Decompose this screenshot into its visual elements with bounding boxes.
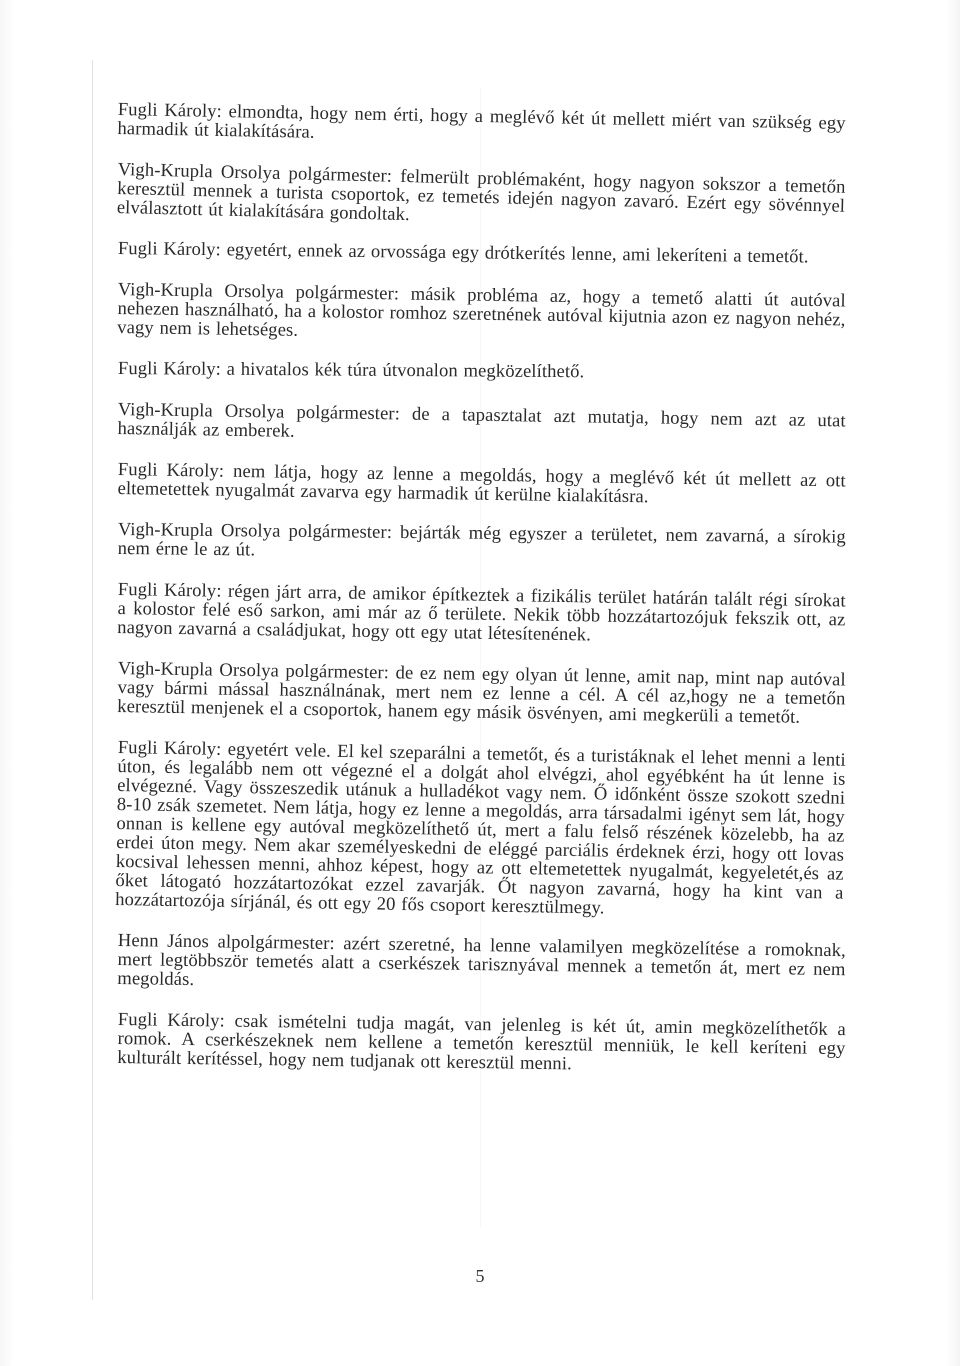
paragraph: Fugli Károly: egyetért vele. El kel szeparálni a temetőt, és a turistáknak el lehet menni a lenti úton, és legalább nem ott végezné el a dolgát ahol elvégzi, ahol egyébként ha út lenne is elvégezné. Vagy összeszedik utánuk a hulladékot vagy nem. Ő időnként össze szokott szedni 8-10 zsák szemetet. Nem látja, hogy ez lenne a megoldás, arra társadalmi igényt sem lát, hogy onnan is kellene egy autóval megközelíthető út, mert a falu felső részének közelebb, ha az erdei úton megy. Nem akar személyeskedni de eléggé parciális érdeknek érzi, hogy ott lovas kocsival lehessen menni, ahhoz képest, hogy az ott eltemetettek nyugalmát, kegyeletét,és az őket látogató hozzátartozókat ezzel zavarják. Őt nagyon zavarná, hogy ha kint van a hozzátartozója sírjánál, és ott egy 20 fős csoport keresztülmegy. <box>114 737 846 919</box>
paragraph: Fugli Károly: elmondta, hogy nem érti, hogy a meglévő két út mellett miért van szükség egy harmadik út kialakítására. <box>117 99 846 143</box>
paragraph: Henn János alpolgármester: azért szeretné, ha lenne valamilyen megközelítése a romoknak, mert legtöbbször temetés alatt a cserkészek tarisznyával mennek a temetőn át, mert ez nem megoldás. <box>117 930 846 991</box>
paragraph: Vigh-Krupla Orsolya polgármester: bejárták még egyszer a területet, nem zavarná, a sírokig nem érne le az út. <box>117 519 846 561</box>
paragraph: Vigh-Krupla Orsolya polgármester: de ez nem egy olyan út lenne, amit nap, mint nap autóval vagy bármi mással használnának, mert nem ez lenne a cél. A cél az,hogy ne a temetőn keresztül menjenek el a csoportok, hanem egy másik ösvényen, ami megkerüli a temetőt. <box>117 658 846 728</box>
paragraph: Vigh-Krupla Orsolya polgármester: másik probléma az, hogy a temető alatti út autóval nehezen használható, ha a kolostor romhoz szeretnének autóval kijutnia azon ez nagyon nehéz, vagy nem is lehetséges. <box>117 279 846 341</box>
paragraph: Fugli Károly: a hivatalos kék túra útvonalon megközelíthető. <box>117 358 585 383</box>
page-number: 5 <box>475 1266 485 1286</box>
paragraph: Fugli Károly: nem látja, hogy az lenne a megoldás, hogy a meglévő két út mellett az ott eltemetettek nyugalmát zavarva egy harmadik út kerülne kialakításra. <box>117 459 846 508</box>
paragraph: Fugli Károly: egyetért, ennek az orvossága egy drótkerítés lenne, ami lekeríteni a temetőt. <box>117 238 809 268</box>
paragraph: Fugli Károly: csak ismételni tudja magát, van jelenleg is két út, amin megközelíthetők a romok. A cserkészeknek nem kellene a temetőn keresztül menniük, le kell keríteni egy kulturált kerítéssel, hogy nem tudjanak ott keresztül menni. <box>117 1009 846 1075</box>
paragraph: Fugli Károly: régen járt arra, de amikor építkeztek a fizikális terület határán talált régi sírokat a kolostor felé eső sarkon, ami már az ő területe. Nekik több hozzátartozójuk fekszik ott, az nagyon zavarná a családjukat, hogy ott egy utat létesítenének. <box>117 579 846 646</box>
paragraph: Vigh-Krupla Orsolya polgármester: de a tapasztalat azt mutatja, hogy nem azt az utat használják az emberek. <box>117 399 846 442</box>
paragraph: Vigh-Krupla Orsolya polgármester: felmerült problémaként, hogy nagyon sokszor a temetőn keresztül mennek a turista csoportok, ez temetés idején nagyon zavaró. Ezért egy sövénnyel elválasztott út kialakítására gondoltak. <box>116 159 846 226</box>
scan-margin-line <box>92 60 93 1300</box>
document-body <box>114 99 846 1089</box>
